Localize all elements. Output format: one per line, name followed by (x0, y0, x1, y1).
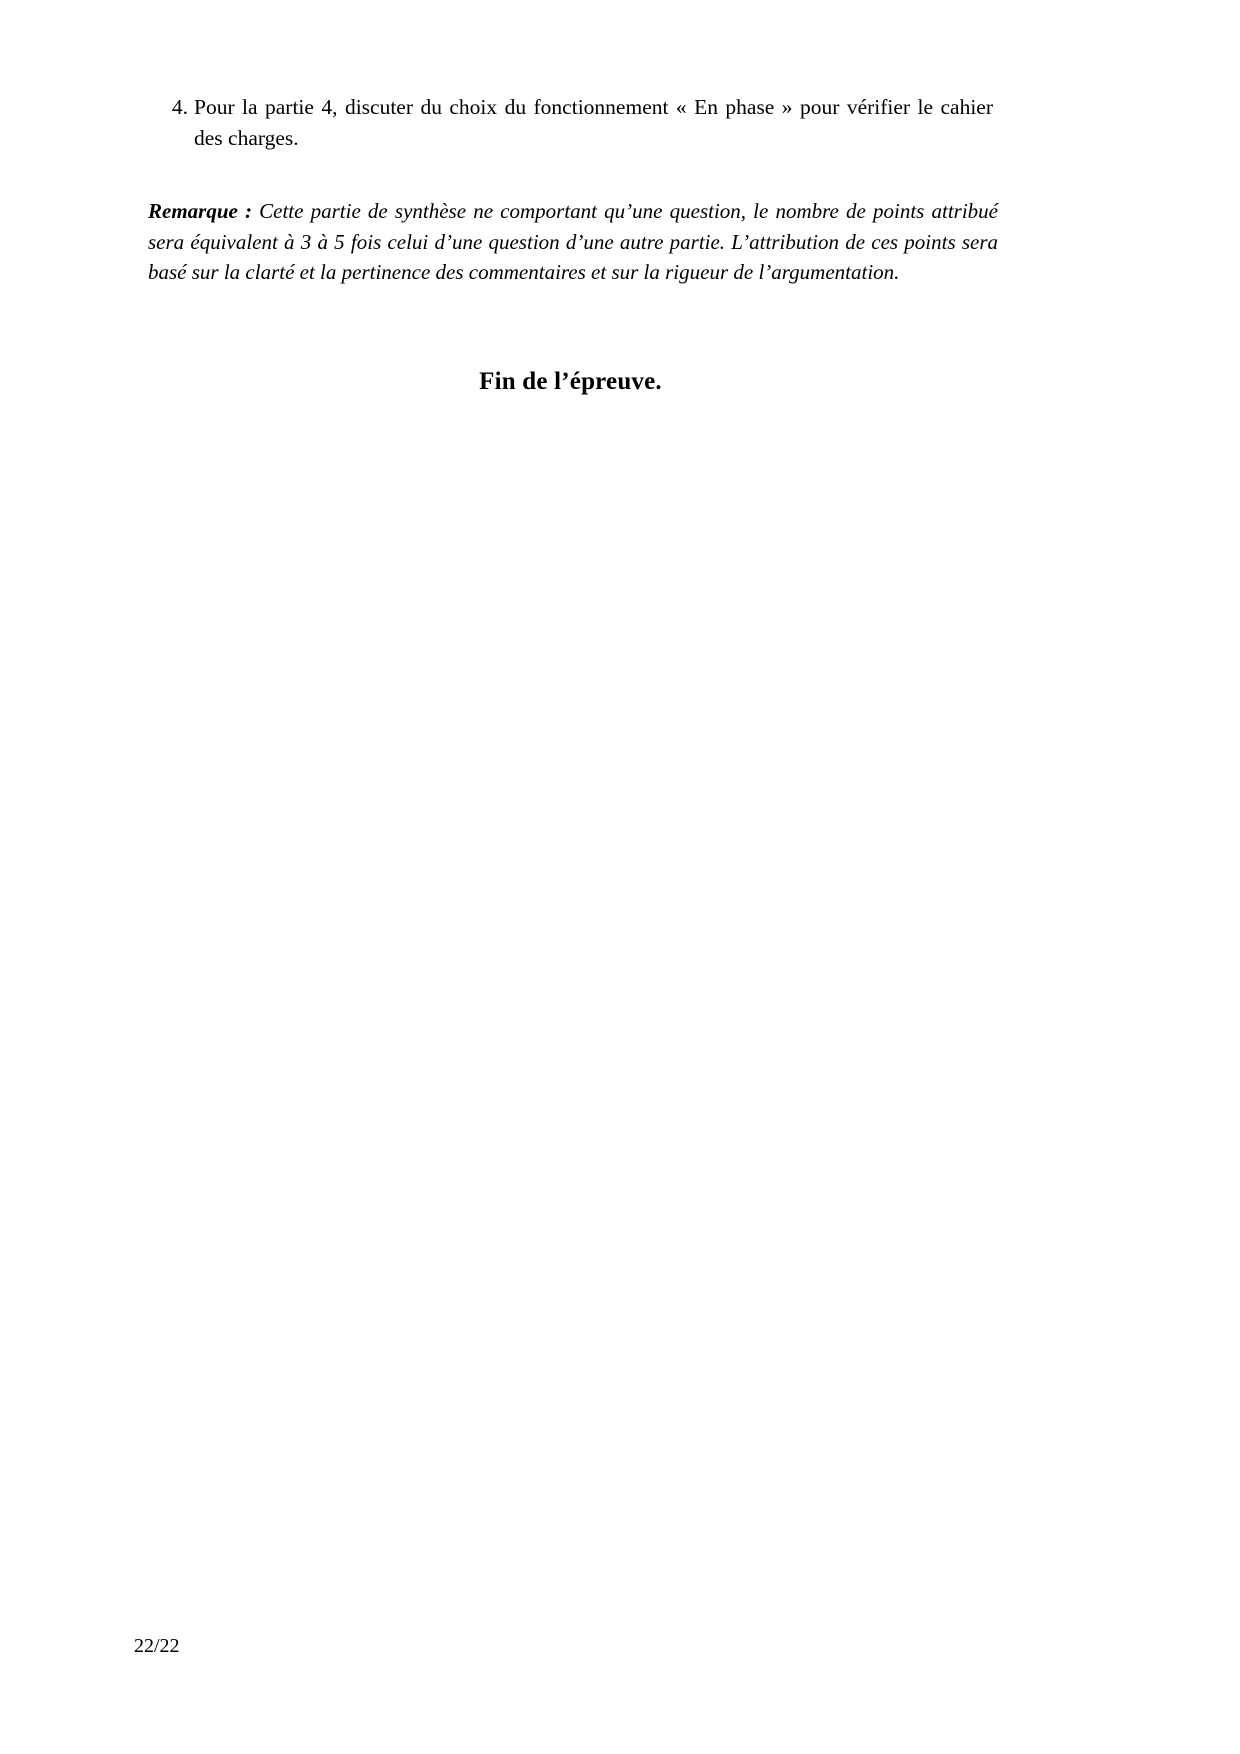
page-content (148, 92, 998, 288)
remark-text: Cette partie de synthèse ne comportant qu’une question, le nombre de points attribué sera équivalent à 3 à 5 fois celui d’une question d’une autre partie. L’attribution de ces points sera basé sur la clarté et la pertinence des commentaires et sur la rigueur de l’argumentation. (148, 199, 998, 284)
numbered-list (148, 92, 993, 154)
remark-paragraph (148, 196, 998, 288)
list-item-marker: 4. (171, 95, 188, 119)
page-footer (134, 1634, 180, 1658)
closing-line: Fin de l’épreuve. (479, 368, 662, 395)
list-item-text: Pour la partie 4, discuter du choix du fonctionnement « En phase » pour vérifier le cahier des charges. (194, 95, 993, 150)
list-item (148, 92, 993, 154)
remark-label: Remarque : (148, 199, 252, 223)
page-number: 22/22 (134, 1635, 180, 1657)
